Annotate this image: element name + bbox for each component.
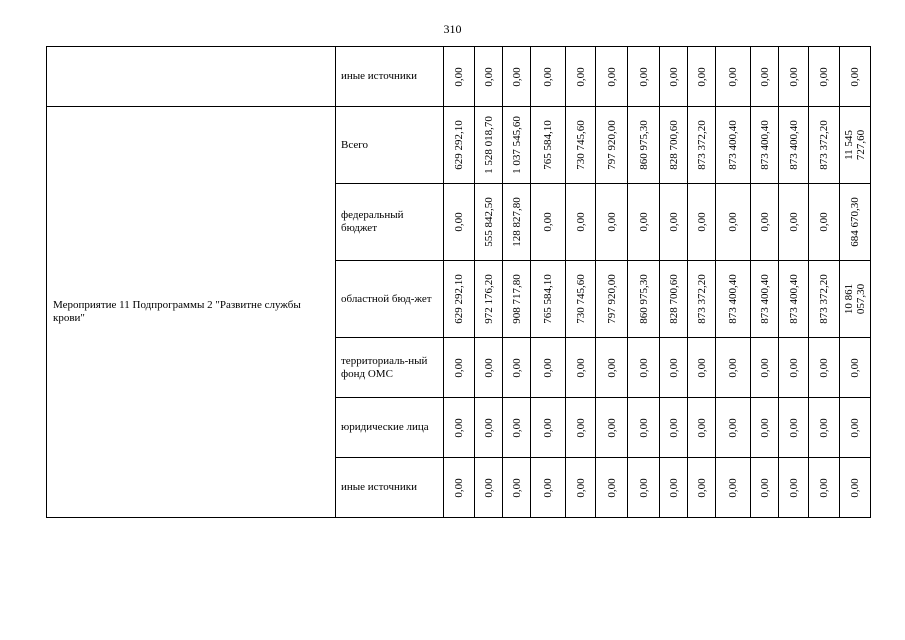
- value-cell: [779, 107, 809, 184]
- value-cell: [716, 107, 751, 184]
- value-text: 0,00: [542, 357, 554, 378]
- value-text: 0,00: [637, 477, 650, 498]
- value-cell: [688, 47, 716, 107]
- value-text: 0,00: [510, 417, 523, 438]
- value-cell: [596, 338, 628, 398]
- value-cell: [503, 458, 531, 518]
- value-text: 684 670,30: [849, 197, 861, 247]
- value-text: 10 861 057,30: [843, 283, 867, 315]
- value-text: 0,00: [637, 66, 650, 87]
- page-number: 310: [443, 22, 462, 36]
- value-cell: [566, 458, 596, 518]
- value-text: 0,00: [818, 417, 830, 438]
- value-cell: [628, 261, 660, 338]
- value-text: 0,00: [787, 357, 800, 378]
- funding-source: юридические лица: [336, 398, 444, 458]
- value-text: 873 372,20: [818, 274, 830, 324]
- value-text: 0,00: [849, 417, 861, 438]
- value-cell: [751, 338, 779, 398]
- value-cell: [779, 47, 809, 107]
- value-text: 0,00: [574, 66, 587, 87]
- value-text: 0,00: [605, 357, 618, 378]
- value-cell: [716, 184, 751, 261]
- value-cell: [809, 398, 840, 458]
- value-text: 0,00: [695, 417, 708, 438]
- value-cell: [660, 261, 688, 338]
- value-text: 0,00: [482, 417, 495, 438]
- value-text: 0,00: [849, 357, 861, 378]
- value-text: 0,00: [574, 417, 587, 438]
- value-text: 873 400,40: [758, 120, 771, 170]
- value-cell: [566, 107, 596, 184]
- value-text: 0,00: [787, 212, 800, 232]
- value-text: 908 717,80: [510, 274, 523, 324]
- value-cell: [596, 107, 628, 184]
- value-text: 0,00: [787, 477, 800, 498]
- value-text: 765 584,10: [542, 274, 554, 324]
- table-row: [47, 107, 871, 184]
- funding-source: иные источники: [336, 458, 444, 518]
- value-text: 797 920,00: [605, 120, 618, 170]
- value-cell: [503, 184, 531, 261]
- value-text: 0,00: [542, 212, 554, 232]
- value-cell: [840, 107, 871, 184]
- value-text: 0,00: [787, 417, 800, 438]
- value-text: 0,00: [758, 66, 771, 87]
- value-text: 765 584,10: [542, 120, 554, 170]
- value-cell: [628, 47, 660, 107]
- value-cell: [809, 338, 840, 398]
- table-body: [47, 47, 871, 518]
- value-cell: [475, 47, 503, 107]
- value-cell: [809, 184, 840, 261]
- value-cell: [628, 107, 660, 184]
- value-cell: [840, 398, 871, 458]
- value-text: 0,00: [637, 357, 650, 378]
- value-text: 0,00: [667, 417, 680, 438]
- value-cell: [779, 261, 809, 338]
- value-text: 0,00: [695, 477, 708, 498]
- value-cell: [531, 47, 566, 107]
- value-cell: [688, 107, 716, 184]
- value-text: 0,00: [758, 212, 771, 232]
- value-text: 0,00: [605, 66, 618, 87]
- value-text: 0,00: [667, 66, 680, 87]
- value-text: 0,00: [695, 357, 708, 378]
- value-text: 0,00: [482, 357, 495, 378]
- value-cell: [840, 184, 871, 261]
- value-cell: [716, 398, 751, 458]
- value-cell: [751, 261, 779, 338]
- value-cell: [716, 47, 751, 107]
- value-cell: [688, 338, 716, 398]
- table-row: [47, 47, 871, 107]
- value-text: 0,00: [695, 212, 708, 232]
- value-text: 797 920,00: [605, 274, 618, 324]
- value-text: 0,00: [667, 212, 680, 232]
- value-cell: [809, 261, 840, 338]
- value-text: 0,00: [574, 357, 587, 378]
- value-text: 0,00: [818, 66, 830, 87]
- value-cell: [531, 184, 566, 261]
- value-text: 0,00: [727, 357, 739, 378]
- value-cell: [596, 458, 628, 518]
- value-text: 0,00: [574, 212, 587, 232]
- value-cell: [475, 261, 503, 338]
- value-text: 0,00: [605, 417, 618, 438]
- value-text: 873 400,40: [787, 274, 800, 324]
- value-cell: [660, 184, 688, 261]
- value-text: 972 176,20: [482, 274, 495, 324]
- value-cell: [566, 338, 596, 398]
- value-cell: [751, 398, 779, 458]
- value-text: 0,00: [542, 417, 554, 438]
- value-cell: [716, 338, 751, 398]
- value-text: 0,00: [637, 417, 650, 438]
- value-cell: [660, 107, 688, 184]
- measure-title: Мероприятие 11 Подпрограммы 2 "Развитне службы крови": [47, 107, 336, 518]
- budget-table: [46, 46, 871, 518]
- value-cell: [531, 107, 566, 184]
- value-cell: [809, 458, 840, 518]
- value-cell: [503, 107, 531, 184]
- value-text: 0,00: [482, 66, 495, 87]
- value-cell: [531, 458, 566, 518]
- value-cell: [840, 261, 871, 338]
- value-text: 0,00: [453, 66, 465, 87]
- value-text: 0,00: [818, 212, 830, 232]
- value-cell: [596, 184, 628, 261]
- value-cell: [688, 458, 716, 518]
- value-text: 0,00: [818, 357, 830, 378]
- value-cell: [503, 338, 531, 398]
- value-text: 11 545 727,60: [843, 129, 867, 161]
- value-cell: [566, 398, 596, 458]
- value-text: 0,00: [510, 66, 523, 87]
- value-text: 0,00: [727, 477, 739, 498]
- value-cell: [503, 398, 531, 458]
- value-text: 0,00: [849, 477, 861, 498]
- value-cell: [660, 458, 688, 518]
- value-text: 1 528 018,70: [482, 116, 495, 174]
- value-text: 0,00: [849, 66, 861, 87]
- value-cell: [503, 261, 531, 338]
- value-text: 0,00: [453, 417, 465, 438]
- value-cell: [628, 338, 660, 398]
- value-cell: [660, 47, 688, 107]
- value-cell: [840, 338, 871, 398]
- value-cell: [660, 398, 688, 458]
- value-text: 0,00: [758, 477, 771, 498]
- funding-source: федеральный бюджет: [336, 184, 444, 261]
- value-text: 0,00: [818, 477, 830, 498]
- value-cell: [751, 184, 779, 261]
- value-text: 0,00: [542, 477, 554, 498]
- value-text: 0,00: [510, 357, 523, 378]
- value-cell: [444, 338, 475, 398]
- value-text: 0,00: [727, 417, 739, 438]
- value-cell: [751, 458, 779, 518]
- value-text: 128 827,80: [510, 197, 523, 247]
- value-text: 860 975,30: [637, 120, 650, 170]
- value-cell: [628, 184, 660, 261]
- funding-source: Всего: [336, 107, 444, 184]
- value-cell: [444, 261, 475, 338]
- value-text: 0,00: [453, 212, 465, 232]
- value-cell: [688, 184, 716, 261]
- value-text: 0,00: [667, 477, 680, 498]
- value-text: 0,00: [758, 357, 771, 378]
- value-cell: [660, 338, 688, 398]
- value-text: 0,00: [605, 477, 618, 498]
- funding-source: территориаль-ный фонд ОМС: [336, 338, 444, 398]
- value-cell: [475, 338, 503, 398]
- value-text: 873 400,40: [727, 274, 739, 324]
- value-cell: [779, 338, 809, 398]
- value-cell: [444, 184, 475, 261]
- value-text: 629 292,10: [453, 274, 465, 324]
- value-text: 0,00: [787, 66, 800, 87]
- value-cell: [779, 398, 809, 458]
- value-cell: [809, 47, 840, 107]
- value-cell: [444, 458, 475, 518]
- value-cell: [531, 261, 566, 338]
- value-cell: [716, 458, 751, 518]
- value-text: 873 372,20: [695, 120, 708, 170]
- value-cell: [444, 398, 475, 458]
- value-text: 0,00: [758, 417, 771, 438]
- value-text: 860 975,30: [637, 274, 650, 324]
- value-text: 0,00: [453, 477, 465, 498]
- value-text: 0,00: [667, 357, 680, 378]
- value-text: 873 400,40: [758, 274, 771, 324]
- value-text: 555 842,50: [482, 197, 495, 247]
- value-cell: [716, 261, 751, 338]
- value-cell: [566, 184, 596, 261]
- value-text: 873 372,20: [818, 120, 830, 170]
- value-cell: [531, 398, 566, 458]
- value-text: 730 745,60: [574, 274, 587, 324]
- value-text: 0,00: [542, 66, 554, 87]
- value-cell: [531, 338, 566, 398]
- value-text: 0,00: [605, 212, 618, 232]
- value-text: 629 292,10: [453, 120, 465, 170]
- value-text: 828 700,60: [667, 120, 680, 170]
- value-cell: [628, 458, 660, 518]
- value-cell: [688, 261, 716, 338]
- value-text: 0,00: [727, 66, 739, 87]
- value-cell: [779, 458, 809, 518]
- value-cell: [596, 261, 628, 338]
- value-cell: [475, 398, 503, 458]
- value-cell: [628, 398, 660, 458]
- value-cell: [840, 458, 871, 518]
- value-cell: [688, 398, 716, 458]
- value-text: 0,00: [637, 212, 650, 232]
- value-cell: [596, 47, 628, 107]
- value-text: 730 745,60: [574, 120, 587, 170]
- value-text: 0,00: [695, 66, 708, 87]
- value-cell: [779, 184, 809, 261]
- value-text: 0,00: [453, 357, 465, 378]
- funding-source: иные источники: [336, 47, 444, 107]
- value-cell: [475, 107, 503, 184]
- value-text: 0,00: [574, 477, 587, 498]
- value-cell: [566, 47, 596, 107]
- value-cell: [840, 47, 871, 107]
- value-cell: [503, 47, 531, 107]
- value-text: 873 400,40: [787, 120, 800, 170]
- value-cell: [475, 458, 503, 518]
- value-text: 0,00: [482, 477, 495, 498]
- value-cell: [566, 261, 596, 338]
- value-text: 828 700,60: [667, 274, 680, 324]
- value-text: 0,00: [510, 477, 523, 498]
- value-text: 873 372,20: [695, 274, 708, 324]
- value-text: 1 037 545,60: [510, 116, 523, 174]
- value-text: 873 400,40: [727, 120, 739, 170]
- value-cell: [751, 47, 779, 107]
- measure-cell-empty: [47, 47, 336, 107]
- value-cell: [809, 107, 840, 184]
- value-cell: [596, 398, 628, 458]
- value-cell: [475, 184, 503, 261]
- value-cell: [444, 107, 475, 184]
- value-cell: [444, 47, 475, 107]
- value-text: 0,00: [727, 212, 739, 232]
- value-cell: [751, 107, 779, 184]
- funding-source: областной бюд-жет: [336, 261, 444, 338]
